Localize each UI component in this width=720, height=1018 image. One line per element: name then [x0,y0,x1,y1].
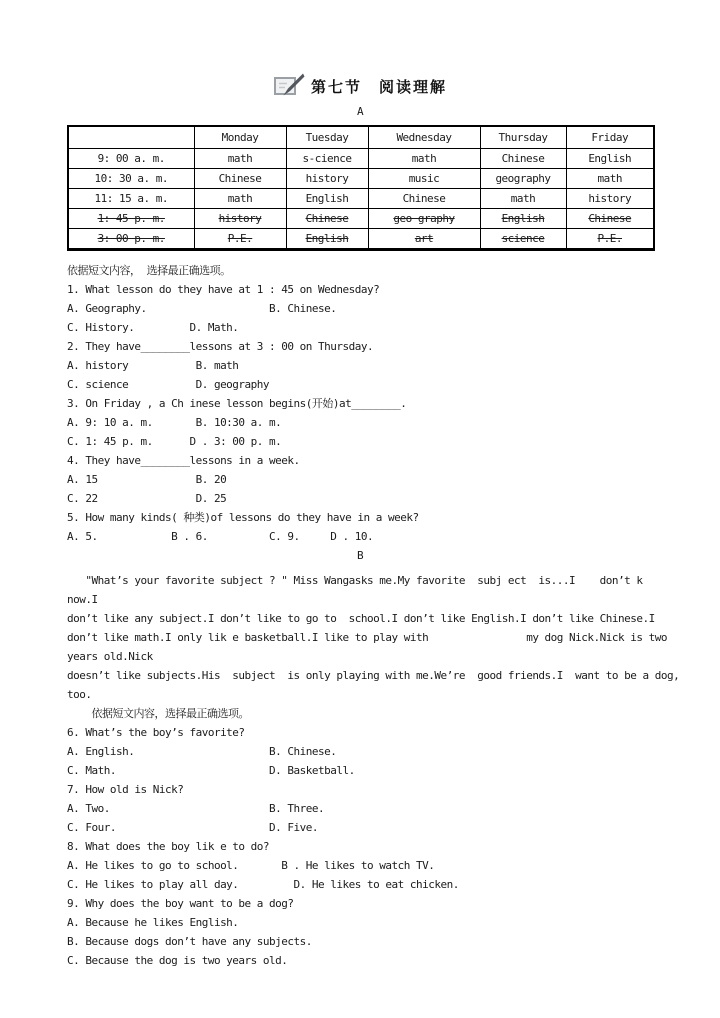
question [67,451,653,508]
schedule-subject-cell: English [566,149,654,169]
schedule-time-cell: 3: 00 p. m. [68,229,194,250]
question-option-line: C. Because the dog is two years old. [67,954,288,967]
schedule-day-header: Wednesday [368,126,480,149]
schedule-row [68,169,654,189]
schedule-subject-cell: English [286,189,368,209]
schedule-header-row [68,126,654,149]
schedule-subject-cell: art [368,229,480,250]
question-option-line: A. 9: 10 a. m. B. 10:30 a. m. [67,416,282,429]
section-a-questions [67,280,653,546]
schedule-subject-cell: geography [480,169,566,189]
question [67,723,653,780]
question [67,780,653,837]
schedule-subject-cell: Chinese [286,209,368,229]
schedule-row [68,209,654,229]
schedule-subject-cell: history [566,189,654,209]
schedule-subject-cell: math [368,149,480,169]
question [67,394,653,451]
question-stem: 6. What’s the boy’s favorite? [67,726,245,739]
schedule-subject-cell: math [194,149,286,169]
schedule-time-cell: 1: 45 p. m. [68,209,194,229]
schedule-subject-cell: P.E. [566,229,654,250]
schedule-day-header: Tuesday [286,126,368,149]
question-option-line: B. Because dogs don’t have any subjects. [67,935,312,948]
passage-line: years old.Nick [67,650,153,663]
passage-line: "What’s your favorite subject ? " Miss Wangasks me.My favorite subj ect is...I don’t k [67,574,643,587]
question-option-line: A. Geography. B. Chinese. [67,302,337,315]
schedule-subject-cell: math [480,189,566,209]
passage-line: too. [67,688,92,701]
section-a-label: A [356,105,364,118]
question-stem: 5. How many kinds( 种类)of lessons do they have in a week? [67,511,419,524]
schedule-subject-cell: history [194,209,286,229]
question [67,508,653,546]
question-option-line: A. English. B. Chinese. [67,745,337,758]
question-stem: 7. How old is Nick? [67,783,184,796]
question [67,337,653,394]
schedule-subject-cell: English [286,229,368,250]
schedule-row [68,189,654,209]
passage-line: now.I [67,593,98,606]
question-option-line: C. History. D. Math. [67,321,239,334]
schedule-row [68,149,654,169]
passage-line: don’t like math.I only lik e basketball.I like to play with my dog Nick.Nick is two [67,631,668,644]
question [67,894,653,970]
schedule-subject-cell: English [480,209,566,229]
question-stem: 9. Why does the boy want to be a dog? [67,897,294,910]
schedule-subject-cell: history [286,169,368,189]
passage [67,571,680,704]
question-option-line: A. 15 B. 20 [67,473,227,486]
schedule-subject-cell: Chinese [194,169,286,189]
page-title: 第七节 阅读理解 [310,77,447,96]
schedule-day-header: Monday [194,126,286,149]
question-option-line: C. science D. geography [67,378,270,391]
schedule-subject-cell: s-cience [286,149,368,169]
question-stem: 8. What does the boy lik e to do? [67,840,270,853]
section-b-instruction: 依据短文内容，选择最正确选项。 [67,707,249,720]
question-option-line: A. Because he likes English. [67,916,239,929]
schedule-subject-cell: geo graphy [368,209,480,229]
question-option-line: A. 5. B . 6. C. 9. D . 10. [67,530,374,543]
passage-line: don’t like any subject.I don’t like to go to school.I don’t like English.I don’t like Chinese.I [67,612,655,625]
schedule-subject-cell: Chinese [368,189,480,209]
section-b-questions [67,723,653,970]
question-option-line: C. 22 D. 25 [67,492,227,505]
page-title-row [67,70,653,102]
question-stem: 4. They have________lessons in a week. [67,454,300,467]
question-stem: 2. They have________lessons at 3 : 00 on Thursday. [67,340,374,353]
section-a-instruction: 依据短文内容， 选择最正确选项。 [67,264,231,277]
question-option-line: A. history B. math [67,359,239,372]
question-option-line: C. He likes to play all day. D. He likes to eat chicken. [67,878,459,891]
schedule-day-header: Friday [566,126,654,149]
schedule-time-cell: 11: 15 a. m. [68,189,194,209]
question [67,837,653,894]
question-option-line: C. Four. D. Five. [67,821,319,834]
question-option-line: A. He likes to go to school. B . He likes to watch TV. [67,859,435,872]
section-b-label: B [356,549,364,562]
pencil-writing-icon [273,72,305,100]
schedule-subject-cell: Chinese [480,149,566,169]
schedule-subject-cell: science [480,229,566,250]
question [67,280,653,337]
question-stem: 1. What lesson do they have at 1 : 45 on Wednesday? [67,283,380,296]
question-option-line: C. 1: 45 p. m. D . 3: 00 p. m. [67,435,282,448]
question-option-line: C. Math. D. Basketball. [67,764,355,777]
class-schedule-table [67,125,655,251]
schedule-subject-cell: math [566,169,654,189]
passage-line: doesn’t like subjects.His subject is only playing with me.We’re good friends.I want to be a dog, [67,669,680,682]
question-stem: 3. On Friday , a Ch inese lesson begins(开始)at________. [67,397,407,410]
schedule-row [68,229,654,250]
schedule-time-cell: 9: 00 a. m. [68,149,194,169]
schedule-subject-cell: music [368,169,480,189]
schedule-time-cell: 10: 30 a. m. [68,169,194,189]
schedule-day-header: Thursday [480,126,566,149]
question-option-line: A. Two. B. Three. [67,802,325,815]
schedule-subject-cell: Chinese [566,209,654,229]
schedule-corner-cell [68,126,194,149]
schedule-subject-cell: math [194,189,286,209]
schedule-subject-cell: P.E. [194,229,286,250]
